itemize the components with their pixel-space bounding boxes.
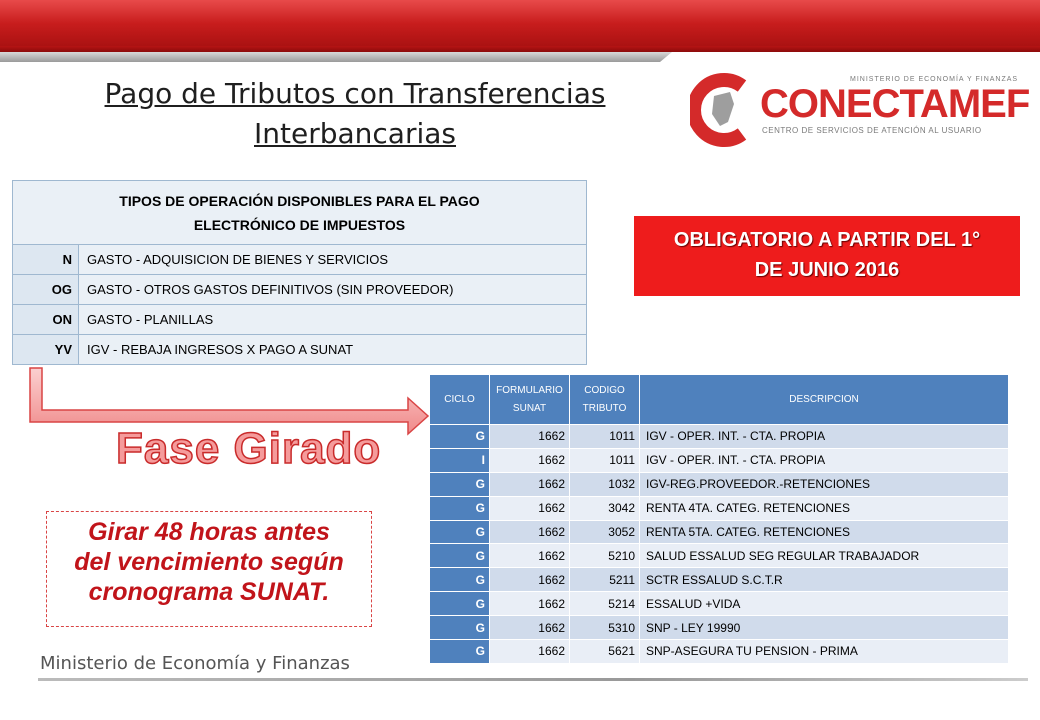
table-row [13, 245, 587, 275]
cell-formulario: 1662 [490, 496, 570, 520]
cell-codigo: 5211 [570, 568, 640, 592]
header-descripcion: DESCRIPCION [640, 375, 1009, 425]
cell-formulario: 1662 [490, 472, 570, 496]
operation-code: N [13, 245, 79, 275]
operation-code: ON [13, 305, 79, 335]
cell-ciclo: G [430, 592, 490, 616]
cell-codigo: 5310 [570, 616, 640, 640]
cell-descripcion: IGV - OPER. INT. - CTA. PROPIA [640, 425, 1009, 449]
header-formulario-l1: FORMULARIO [496, 384, 563, 396]
logo-ministry: MINISTERIO DE ECONOMÍA Y FINANZAS [850, 76, 1019, 83]
table-row [13, 335, 587, 365]
top-banner [0, 0, 1040, 52]
obligatory-notice [634, 216, 1020, 296]
operation-code: OG [13, 275, 79, 305]
cell-ciclo: G [430, 425, 490, 449]
note-line2: del vencimiento según [74, 548, 344, 576]
cell-descripcion: RENTA 5TA. CATEG. RETENCIONES [640, 520, 1009, 544]
table-row [430, 616, 1009, 640]
cell-descripcion: IGV-REG.PROVEEDOR.-RETENCIONES [640, 472, 1009, 496]
cell-formulario: 1662 [490, 640, 570, 664]
phase-title: Fase Girado [116, 424, 382, 473]
table-row [13, 275, 587, 305]
cell-codigo: 5621 [570, 640, 640, 664]
cell-ciclo: G [430, 640, 490, 664]
note-line3: cronograma SUNAT. [88, 578, 330, 606]
logo-brand [760, 82, 1029, 127]
operation-desc: GASTO - PLANILLAS [79, 305, 587, 335]
banner-cut [660, 52, 1040, 62]
obligatory-line2: DE JUNIO 2016 [754, 259, 900, 281]
footer-divider [38, 678, 1028, 681]
page-title-line1: Pago de Tributos con Transferencias [104, 77, 606, 110]
cell-descripcion: ESSALUD +VIDA [640, 592, 1009, 616]
table-row [430, 425, 1009, 449]
operations-header-line1: TIPOS DE OPERACIÓN DISPONIBLES PARA EL PAGO [119, 192, 480, 209]
operations-header [13, 181, 587, 245]
logo-brand-main: CONECTA [760, 82, 948, 126]
cell-formulario: 1662 [490, 520, 570, 544]
cell-ciclo: G [430, 496, 490, 520]
table-row [430, 472, 1009, 496]
cell-ciclo: G [430, 520, 490, 544]
table-row [430, 520, 1009, 544]
cell-descripcion: RENTA 4TA. CATEG. RETENCIONES [640, 496, 1009, 520]
header-codigo [570, 375, 640, 425]
header-formulario [490, 375, 570, 425]
cell-descripcion: IGV - OPER. INT. - CTA. PROPIA [640, 448, 1009, 472]
operation-desc: GASTO - OTROS GASTOS DEFINITIVOS (SIN PROVEEDOR) [79, 275, 587, 305]
operations-header-line2: ELECTRÓNICO DE IMPUESTOS [193, 216, 406, 233]
page-title-line2: Interbancarias [254, 117, 456, 150]
table-row [430, 640, 1009, 664]
operations-table [12, 180, 587, 365]
cell-ciclo: G [430, 544, 490, 568]
note-line1: Girar 48 horas antes [88, 518, 330, 546]
cell-descripcion: SNP-ASEGURA TU PENSION - PRIMA [640, 640, 1009, 664]
header-formulario-l2: SUNAT [512, 402, 547, 414]
operation-code: YV [13, 335, 79, 365]
tax-header-row [430, 375, 1009, 425]
cell-formulario: 1662 [490, 568, 570, 592]
operation-desc: GASTO - ADQUISICION DE BIENES Y SERVICIOS [79, 245, 587, 275]
cell-ciclo: G [430, 568, 490, 592]
header-ciclo: CICLO [430, 375, 490, 425]
table-row [430, 544, 1009, 568]
table-row [430, 592, 1009, 616]
cell-formulario: 1662 [490, 592, 570, 616]
cell-codigo: 1032 [570, 472, 640, 496]
header-codigo-l2: TRIBUTO [582, 402, 627, 414]
cell-codigo: 1011 [570, 425, 640, 449]
table-row [13, 305, 587, 335]
cell-ciclo: I [430, 448, 490, 472]
logo-brand-suffix: MEF [947, 82, 1030, 126]
cell-ciclo: G [430, 472, 490, 496]
obligatory-line1: OBLIGATORIO A PARTIR DEL 1° [673, 229, 981, 251]
cell-formulario: 1662 [490, 425, 570, 449]
cell-formulario: 1662 [490, 544, 570, 568]
table-row [430, 496, 1009, 520]
cell-formulario: 1662 [490, 448, 570, 472]
tax-table [429, 374, 1009, 664]
table-row [430, 568, 1009, 592]
cell-codigo: 5214 [570, 592, 640, 616]
cell-formulario: 1662 [490, 616, 570, 640]
footer-ministry: Ministerio de Economía y Finanzas [40, 653, 350, 674]
logo-c-icon [690, 70, 762, 150]
conectamef-logo [690, 70, 1030, 150]
table-row [430, 448, 1009, 472]
header-codigo-l1: CODIGO [584, 384, 625, 396]
logo-subtitle: CENTRO DE SERVICIOS DE ATENCIÓN AL USUARIO [762, 126, 982, 135]
cell-descripcion: SNP - LEY 19990 [640, 616, 1009, 640]
deadline-note [46, 511, 372, 627]
cell-codigo: 1011 [570, 448, 640, 472]
cell-codigo: 3052 [570, 520, 640, 544]
cell-codigo: 5210 [570, 544, 640, 568]
cell-codigo: 3042 [570, 496, 640, 520]
cell-descripcion: SCTR ESSALUD S.C.T.R [640, 568, 1009, 592]
page-title [60, 74, 650, 154]
operation-desc: IGV - REBAJA INGRESOS X PAGO A SUNAT [79, 335, 587, 365]
operations-header-row [13, 181, 587, 245]
cell-ciclo: G [430, 616, 490, 640]
cell-descripcion: SALUD ESSALUD SEG REGULAR TRABAJADOR [640, 544, 1009, 568]
